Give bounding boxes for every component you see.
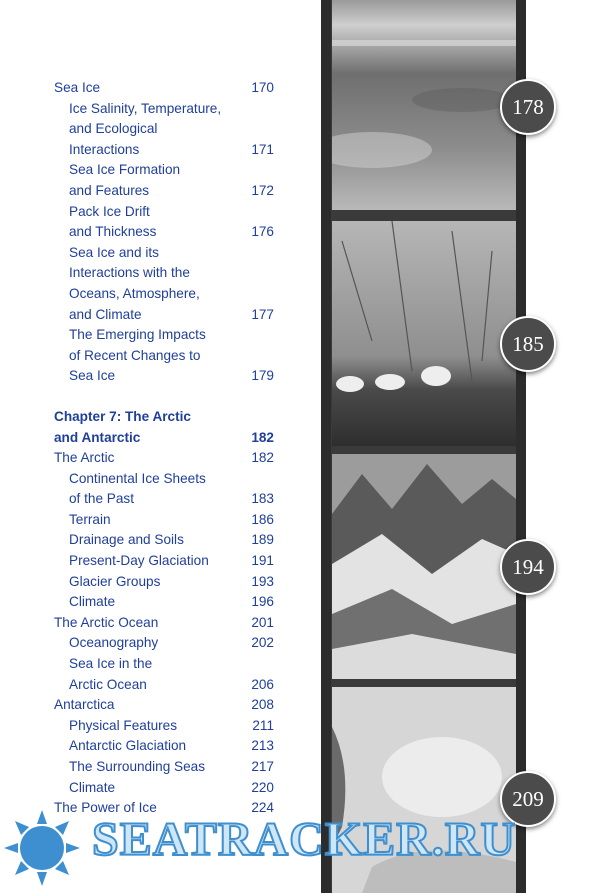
toc-entry-title: and Features xyxy=(69,182,150,198)
toc-entry-title: Sea Ice in the xyxy=(69,656,153,672)
toc-entry-title: The Arctic xyxy=(54,450,115,466)
toc-entry[interactable] xyxy=(54,181,274,202)
toc-entry[interactable] xyxy=(54,119,274,140)
toc-entry-title: Terrain xyxy=(69,511,111,527)
toc-entry-title: Drainage and Soils xyxy=(69,532,184,548)
toc-entry-title: Continental Ice Sheets xyxy=(69,470,206,486)
toc-entry[interactable] xyxy=(54,778,274,799)
toc-entry-page: 182 xyxy=(251,450,274,466)
toc-entry-page: 172 xyxy=(251,182,274,198)
toc-entry-title: The Surrounding Seas xyxy=(69,759,206,774)
toc-entry-page: 189 xyxy=(251,532,274,548)
toc-entry-page: 179 xyxy=(251,368,274,384)
toc-entry-title: The Arctic Ocean xyxy=(54,614,159,630)
toc-entry-title: and Climate xyxy=(69,306,142,322)
toc-entry[interactable] xyxy=(54,675,274,696)
toc-entry[interactable] xyxy=(54,633,274,654)
toc-entry-page: 171 xyxy=(251,141,274,157)
toc-entry-title: Physical Features xyxy=(69,717,178,733)
toc-entry-title: Sea Ice xyxy=(54,80,101,95)
toc-entry-title: Chapter 7: The Arctic xyxy=(54,408,191,424)
toc-entry-title: Climate xyxy=(69,779,116,795)
toc-entry-title: Interactions with the xyxy=(69,265,190,281)
toc-entry[interactable] xyxy=(54,530,274,551)
toc-entry-page: 170 xyxy=(251,80,274,95)
toc-entry[interactable] xyxy=(54,325,274,346)
toc-entry-page: 208 xyxy=(251,697,274,713)
toc-entry-title: Present-Day Glaciation xyxy=(69,553,209,569)
toc-entry-page: 220 xyxy=(251,779,274,795)
toc-entry[interactable] xyxy=(54,489,274,510)
toc-entry[interactable] xyxy=(54,469,274,490)
toc-entry[interactable] xyxy=(54,613,274,634)
toc-entry[interactable] xyxy=(54,140,274,161)
toc-entry-page: 182 xyxy=(251,429,274,445)
toc-entry[interactable] xyxy=(54,510,274,531)
toc-entry-page: 186 xyxy=(251,511,274,527)
toc-entry[interactable] xyxy=(54,572,274,593)
toc-entry-title: and Antarctic xyxy=(54,429,141,445)
toc-entry[interactable] xyxy=(54,99,274,120)
page-badge: 209 xyxy=(500,771,556,827)
toc-entry-page: 211 xyxy=(252,717,274,733)
toc-entry-title: Interactions xyxy=(69,141,140,157)
toc-entry-title: and Ecological xyxy=(69,121,158,137)
toc-entry-page: 193 xyxy=(251,573,274,589)
toc-entry-page: 196 xyxy=(251,594,274,610)
toc-entry[interactable] xyxy=(54,78,274,99)
toc-entry[interactable] xyxy=(54,695,274,716)
watermark-text: SEATRACKER.RU xyxy=(92,813,517,866)
photo-polar-bears xyxy=(332,221,516,446)
toc-entry[interactable] xyxy=(54,551,274,572)
page-badge: 185 xyxy=(500,316,556,372)
toc-entry[interactable] xyxy=(54,716,274,737)
toc-entry[interactable] xyxy=(54,160,274,181)
photo-mountains xyxy=(332,454,516,679)
toc-entry[interactable] xyxy=(54,757,274,778)
toc-entry-title: Sea Ice and its xyxy=(69,244,159,260)
toc-entry[interactable] xyxy=(54,202,274,223)
toc-entry-page: 201 xyxy=(251,614,274,630)
toc-entry[interactable] xyxy=(54,366,274,387)
toc-entry-page: 217 xyxy=(251,759,274,774)
toc-entry-page: 191 xyxy=(251,553,274,569)
toc-entry-title: Glacier Groups xyxy=(69,573,161,589)
toc-entry-page: 213 xyxy=(251,738,274,754)
toc-entry-title: Arctic Ocean xyxy=(69,676,147,692)
toc-entry-page: 206 xyxy=(251,676,274,692)
toc-entry-page: 183 xyxy=(251,491,274,507)
toc-entry[interactable] xyxy=(54,448,274,469)
toc-entry[interactable] xyxy=(54,243,274,264)
photo-sea-ice xyxy=(332,0,516,210)
toc-entry[interactable] xyxy=(54,222,274,243)
toc-entry-title: of the Past xyxy=(69,491,134,507)
toc-entry-page: 224 xyxy=(251,800,274,816)
toc-entry-title: Ice Salinity, Temperature, xyxy=(69,100,222,116)
toc-entry-title: of Recent Changes to xyxy=(69,347,201,363)
toc-entry-page: 202 xyxy=(251,635,274,651)
toc-entry[interactable] xyxy=(54,346,274,367)
toc-entry[interactable] xyxy=(54,263,274,284)
toc-entry[interactable] xyxy=(54,654,274,675)
toc-entry-title: The Power of Ice xyxy=(54,800,157,816)
toc-entry-page: 177 xyxy=(251,306,274,322)
toc-entry[interactable] xyxy=(54,736,274,757)
toc-entry-title: Climate xyxy=(69,594,116,610)
page-badge: 178 xyxy=(500,79,556,135)
film-strip-edge xyxy=(321,0,331,893)
toc-entry-title: Sea Ice Formation xyxy=(69,162,181,178)
toc-entry[interactable] xyxy=(54,592,274,613)
toc-entry-title: The Emerging Impacts xyxy=(69,327,206,343)
toc-entry[interactable] xyxy=(54,407,274,428)
toc-entry[interactable] xyxy=(54,305,274,326)
toc-entry-title: Oceans, Atmosphere, xyxy=(69,285,200,301)
toc-entry-title: Antarctica xyxy=(54,697,115,713)
toc-entry-title: Oceanography xyxy=(69,635,159,651)
toc-entry-title: Antarctic Glaciation xyxy=(69,738,187,754)
toc-entry-page: 176 xyxy=(251,224,274,240)
page-badge: 194 xyxy=(500,539,556,595)
toc-entry-title: and Thickness xyxy=(69,224,157,240)
toc-entry[interactable] xyxy=(54,284,274,305)
toc-entry[interactable] xyxy=(54,428,274,449)
table-of-contents xyxy=(54,78,274,819)
toc-entry-title: Pack Ice Drift xyxy=(69,203,150,219)
toc-entry-title: Sea Ice xyxy=(69,368,116,384)
